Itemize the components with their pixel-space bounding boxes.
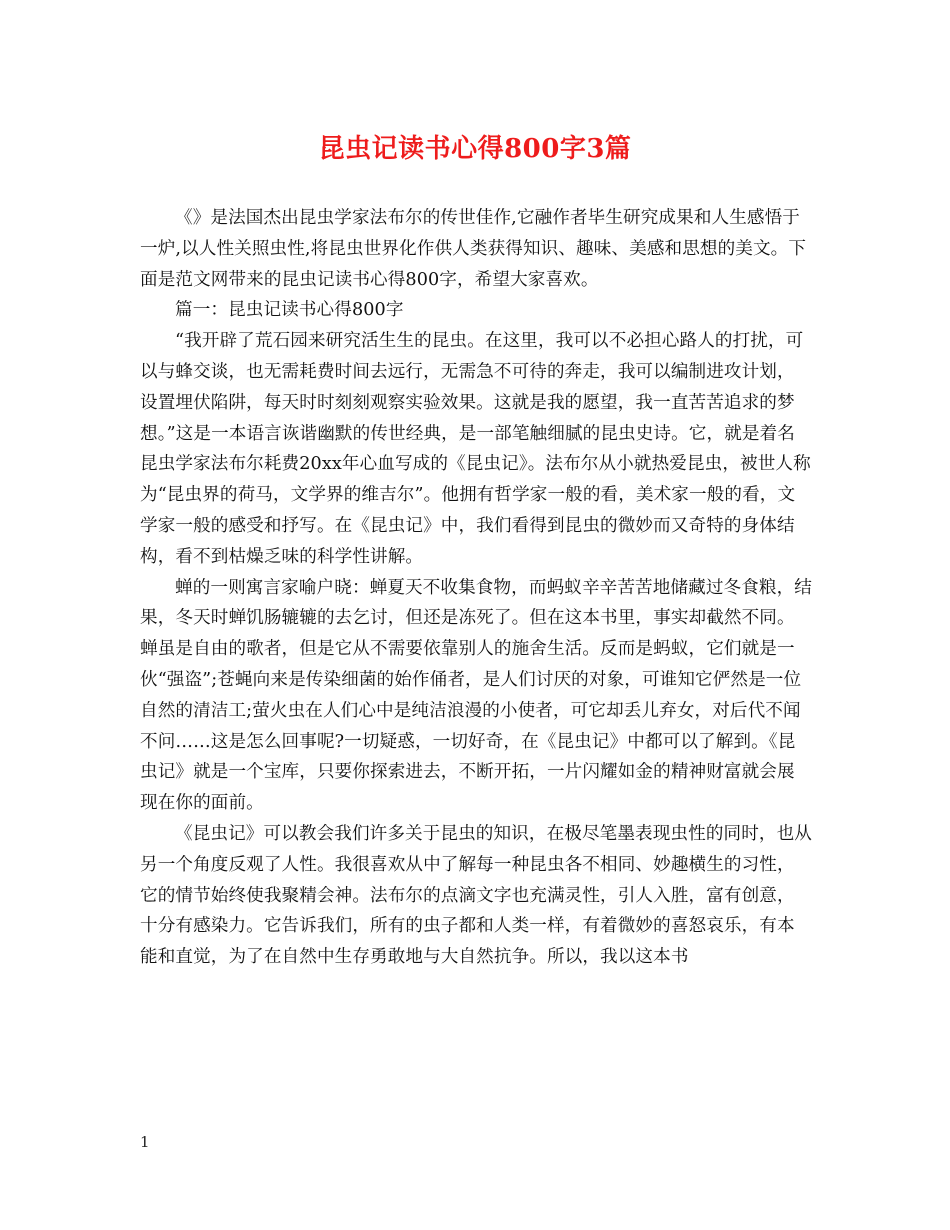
document-title: 昆虫记读书心得800字3篇 <box>318 134 632 164</box>
paragraph-section-heading: 篇一：昆虫记读书心得800字 <box>175 300 404 321</box>
paragraph-intro: 《》是法国杰出昆虫学家法布尔的传世佳作,它融作者毕生研究成果和人生感悟于一炉,以人性关照虫性,将昆虫世界化作供人类获得知识、趣味、美感和思想的美文。下面是范文网带来的昆虫记读书心得800字，希望大家喜欢。 <box>140 208 807 290</box>
paragraph-cicada: 蝉的一则寓言家喻户晓：蝉夏天不收集食物，而蚂蚁辛辛苦苦地储藏过冬食粮，结果，冬天时蝉饥肠辘辘的去乞讨，但还是冻死了。但在这本书里，事实却截然不同。蝉虽是自由的歌者，但是它从不需要依靠别人的施舍生活。反而是蚂蚁，它们就是一伙“强盗”;苍蝇向来是传染细菌的始作俑者，是人们讨厌的对象，可谁知它俨然是一位自然的清洁工;萤火虫在人们心中是纯洁浪漫的小使者，可它却丢儿弃女，对后代不闻不问……这是怎么回事呢?一切疑惑，一切好奇，在《昆虫记》中都可以了解到。《昆虫记》就是一个宝库，只要你探索进去，不断开拓，一片闪耀如金的精神财富就会展现在你的面前。 <box>140 577 812 814</box>
document-body <box>140 203 812 973</box>
paragraph-quote: “我开辟了荒石园来研究活生生的昆虫。在这里，我可以不必担心路人的打扰，可以与蜂交谈，也无需耗费时间去远行，无需急不可待的奔走，我可以编制进攻计划，设置埋伏陷阱，每天时时刻刻观察实验效果。这就是我的愿望，我一直苦苦追求的梦想。”这是一本语言诙谐幽默的传世经典，是一部笔触细腻的昆虫史诗。它，就是着名昆虫学家法布尔耗费20xx年心血写成的《昆虫记》。法布尔从小就热爱昆虫，被世人称为“昆虫界的荷马，文学界的维吉尔”。他拥有哲学家一般的看，美术家一般的看，文学家一般的感受和抒写。在《昆虫记》中，我们看得到昆虫的微妙而又奇特的身体结构，看不到枯燥乏味的科学性讲解。 <box>140 331 811 567</box>
page-number: 1 <box>140 1133 150 1151</box>
paragraph-reflection: 《昆虫记》可以教会我们许多关于昆虫的知识，在极尽笔墨表现虫性的同时，也从另一个角度反观了人性。我很喜欢从中了解每一种昆虫各不相同、妙趣横生的习性，它的情节始终使我聚精会神。法布尔的点滴文字也充满灵性，引人入胜，富有创意，十分有感染力。它告诉我们，所有的虫子都和人类一样，有着微妙的喜怒哀乐，有本能和直觉，为了在自然中生存勇敢地与大自然抗争。所以，我以这本书 <box>140 823 812 968</box>
